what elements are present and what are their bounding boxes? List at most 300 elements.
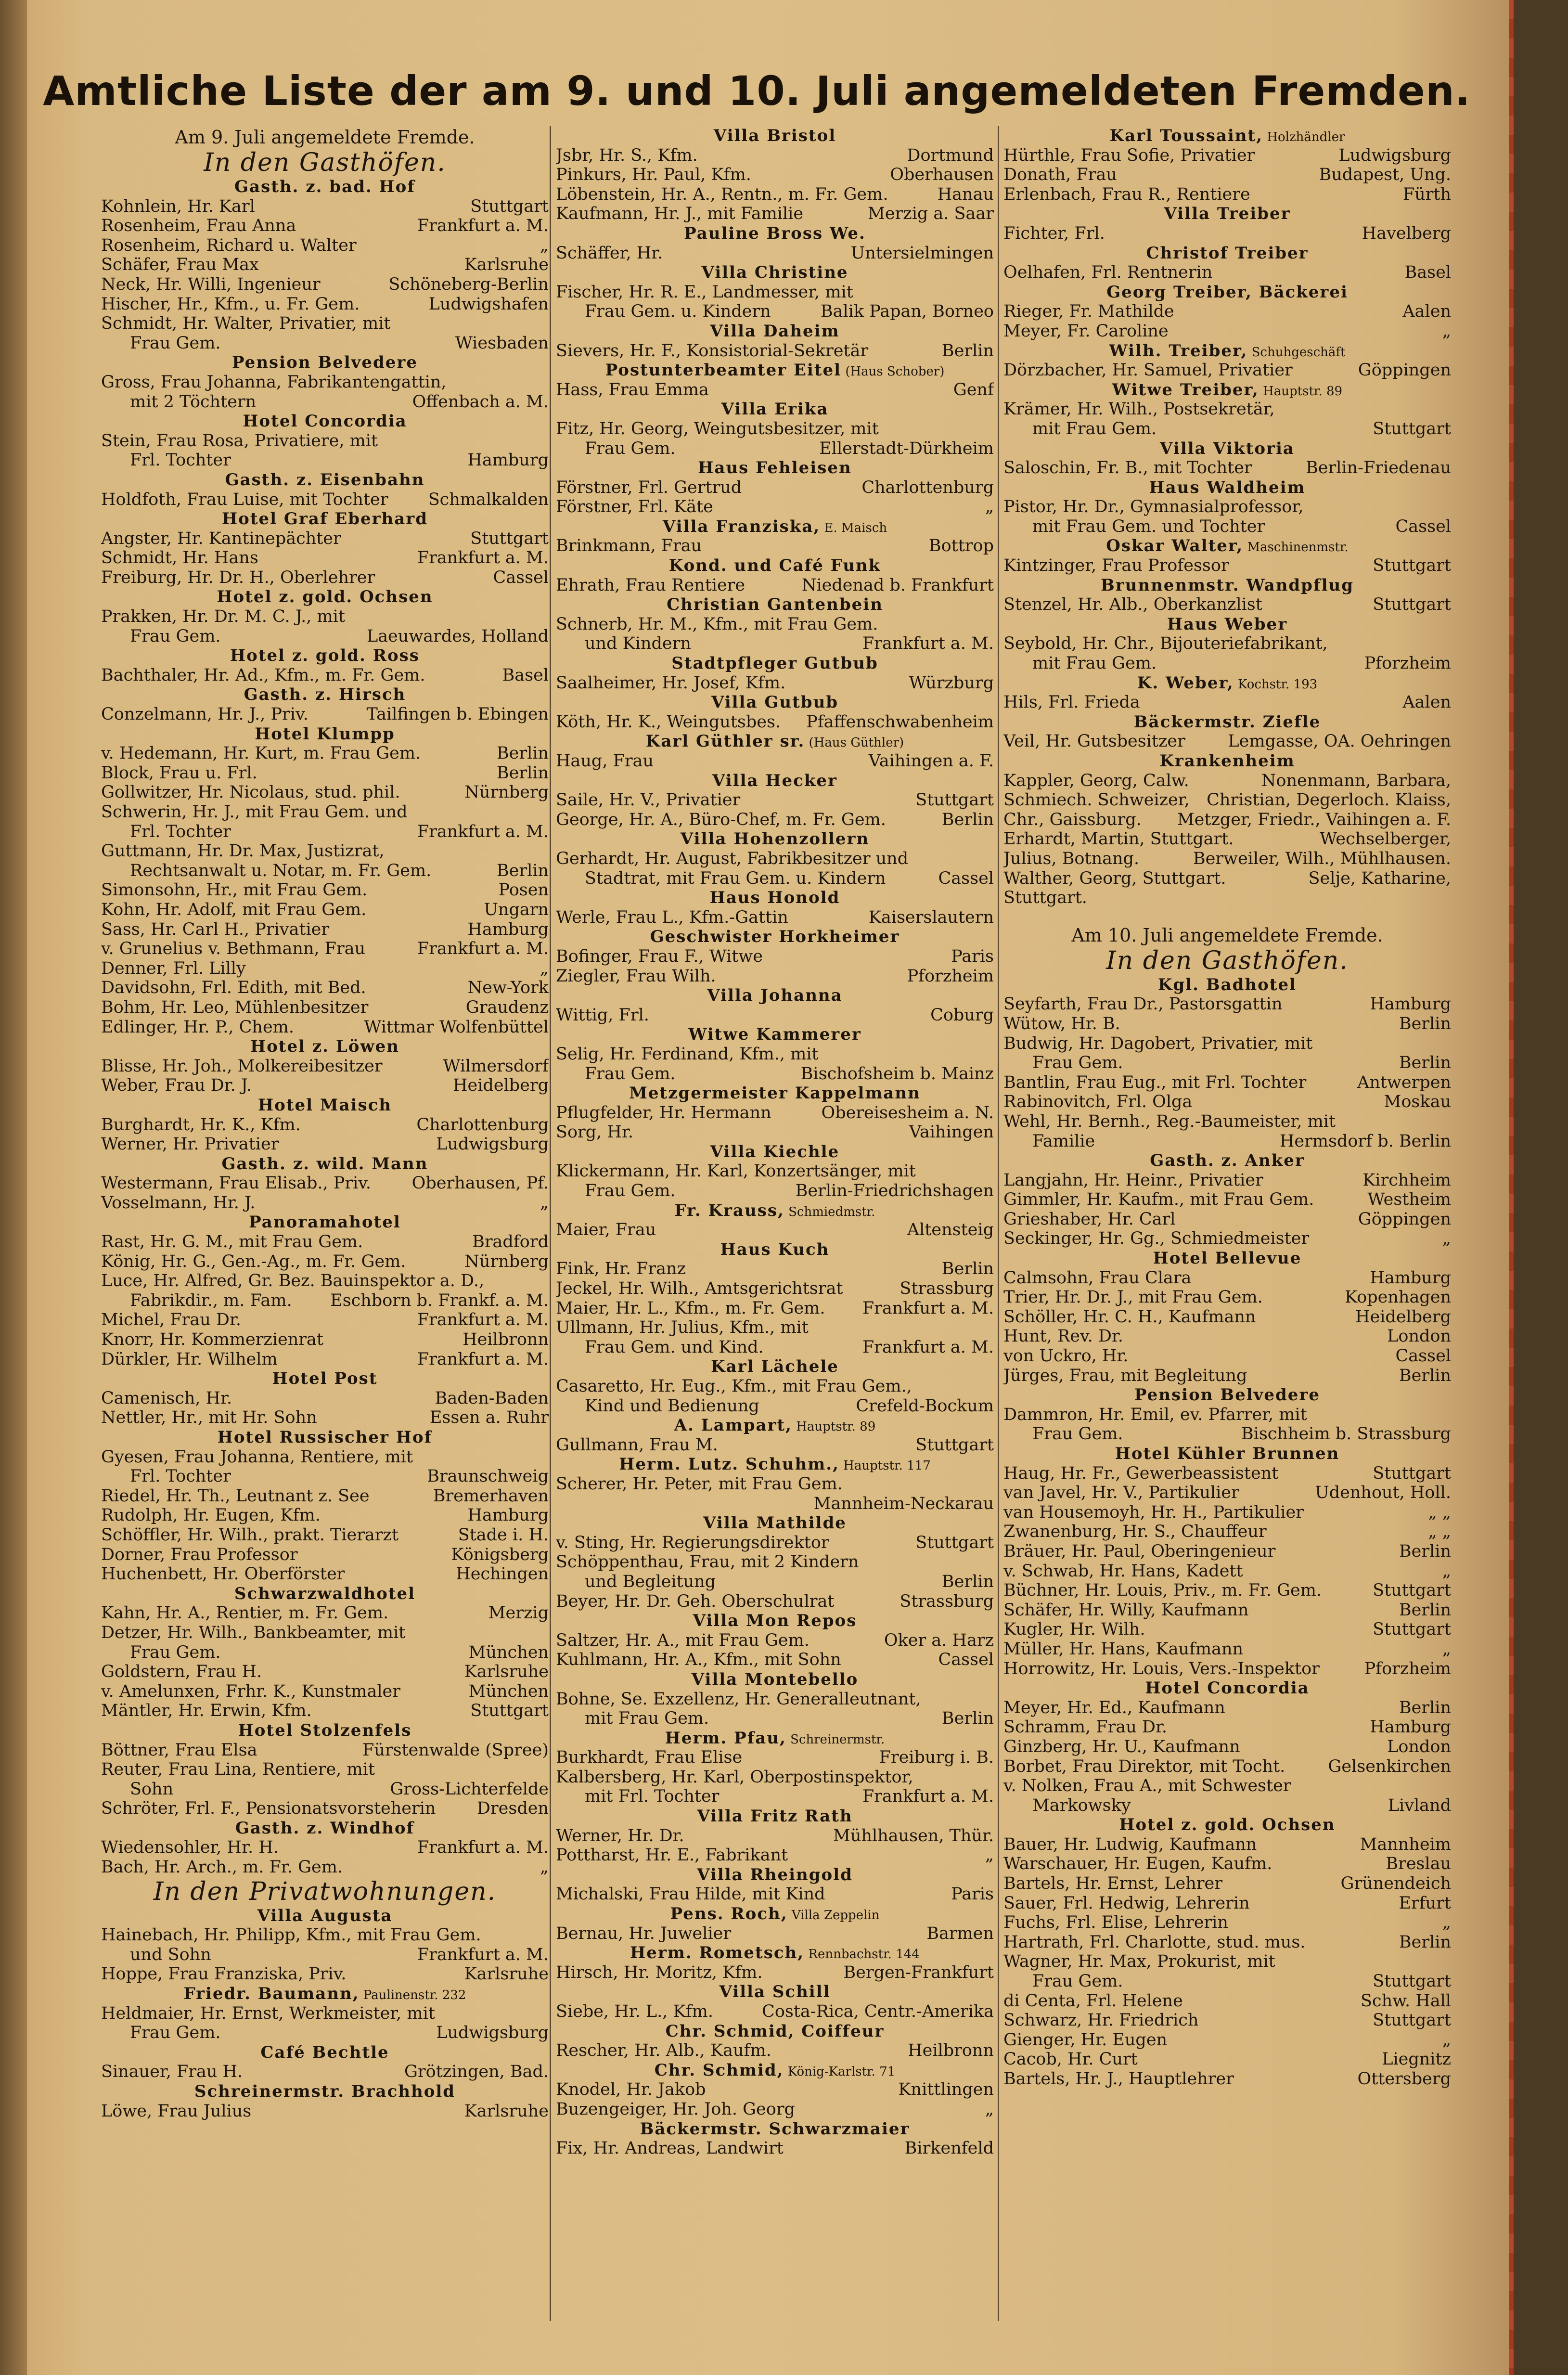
guest-origin: Basel <box>1404 263 1451 283</box>
lodging-name: Pension Belvedere <box>232 353 418 373</box>
lodging-heading <box>556 986 994 1006</box>
guest-name: Langjahn, Hr. Heinr., Privatier <box>1003 1170 1263 1190</box>
guest-origin: „ <box>540 958 549 978</box>
guest-entry <box>101 998 549 1018</box>
guest-name: Knodel, Hr. Jakob <box>556 2080 706 2100</box>
guest-origin: Hamburg <box>467 1506 549 1525</box>
guest-name: Frau Gem. u. Kindern <box>585 302 771 322</box>
guest-origin: München <box>468 1681 549 1701</box>
guest-name: Schmidt, Hr. Hans <box>101 548 258 568</box>
guest-entry <box>1003 1053 1451 1073</box>
guest-entry <box>101 1408 549 1428</box>
guest-entry <box>556 1963 994 1983</box>
guest-name: Pistor, Hr. Dr., Gymnasialprofessor, <box>1003 497 1304 517</box>
lodging-heading <box>1003 1815 1451 1835</box>
guest-entry <box>1003 1288 1451 1307</box>
guest-origin: Mühlhausen, Thür. <box>833 1826 994 1846</box>
guest-name: Saloschin, Fr. B., mit Tochter <box>1003 458 1252 478</box>
guest-entry <box>101 255 549 275</box>
guest-entry <box>556 2080 994 2100</box>
guest-name: Vosselmann, Hr. J. <box>101 1193 256 1213</box>
guest-name: Stein, Frau Rosa, Privatiere, mit <box>101 431 378 451</box>
guest-entry <box>101 1682 549 1702</box>
guest-name: Dammron, Hr. Emil, ev. Pfarrer, mit <box>1003 1405 1307 1424</box>
lodging-name: Villa Montebello <box>691 1669 859 1689</box>
guest-entry <box>1003 322 1451 341</box>
guest-origin: „ <box>1442 2030 1451 2050</box>
guest-entry <box>101 568 549 588</box>
lodging-heading <box>556 1513 994 1533</box>
lodging-heading <box>101 1037 549 1057</box>
guest-name: und Sohn <box>130 1945 211 1964</box>
lodging-heading <box>1003 126 1451 146</box>
guest-name: Julius, Botnang. <box>1003 849 1140 868</box>
guest-name: Hainebach, Hr. Philipp, Kfm., mit Frau Gem. <box>101 1925 481 1945</box>
guest-origin: Hamburg <box>1370 1717 1451 1737</box>
lodging-heading <box>556 1729 994 1748</box>
guest-entry <box>101 490 549 510</box>
guest-entry <box>556 1396 994 1416</box>
lodging-name: Schreinermstr. Brachhold <box>194 2082 456 2101</box>
guest-name: Dürkler, Hr. Wilhelm <box>101 1349 278 1369</box>
guest-entry <box>101 1603 549 1623</box>
guest-entry <box>556 2002 994 2022</box>
guest-origin: Ellerstadt-Dürkheim <box>819 439 994 458</box>
guest-name: Maier, Frau <box>556 1220 656 1240</box>
guest-name: v. Grunelius v. Bethmann, Frau <box>101 939 366 959</box>
guest-name: Conzelmann, Hr. J., Priv. <box>101 705 308 724</box>
guest-entry <box>101 1076 549 1096</box>
guest-name: Hartrath, Frl. Charlotte, stud. mus. <box>1003 1932 1306 1952</box>
guest-entry <box>101 822 549 842</box>
guest-name: Schröter, Frl. F., Pensionatsvorsteherin <box>101 1799 436 1819</box>
column-divider <box>550 126 551 2321</box>
guest-origin: Graudenz <box>465 997 549 1017</box>
guest-entry <box>101 666 549 685</box>
lodging-name: Karl Lächele <box>711 1357 839 1377</box>
guest-entry <box>556 419 994 439</box>
guest-origin: Livland <box>1388 1795 1451 1815</box>
guest-origin: Metzger, Friedr., Vaihingen a. F. <box>1177 810 1451 829</box>
guest-name: Familie <box>1032 1131 1095 1151</box>
guest-entry <box>1003 1405 1451 1425</box>
guest-entry <box>556 146 994 166</box>
guest-entry <box>556 1924 994 1944</box>
guest-name: Trier, Hr. Dr. J., mit Frau Gem. <box>1003 1288 1263 1307</box>
guest-entry <box>1003 1835 1451 1855</box>
guest-entry <box>101 1291 549 1311</box>
guest-name: Frau Gem. <box>130 626 221 646</box>
guest-name: Meyer, Fr. Caroline <box>1003 321 1169 341</box>
guest-entry <box>556 1768 994 1787</box>
lodging-name: Café Bechtle <box>260 2042 389 2062</box>
lodging-heading <box>1003 576 1451 595</box>
guest-name: Kintzinger, Frau Professor <box>1003 556 1229 576</box>
guest-entry <box>556 1318 994 1338</box>
guest-name: Kaufmann, Hr. J., mit Familie <box>556 204 804 224</box>
guest-name: Erlenbach, Frau R., Rentiere <box>1003 184 1250 204</box>
guest-origin: Pforzheim <box>1364 1659 1451 1678</box>
lodging-name: Gasth. z. Eisenbahn <box>225 470 425 490</box>
lodging-note: Kochstr. 193 <box>1234 677 1318 692</box>
lodging-name: Herm. Rometsch, <box>630 1943 805 1963</box>
guest-name: Hoppe, Frau Franziska, Priv. <box>101 1964 347 1984</box>
guest-entry <box>556 1494 994 1514</box>
guest-entry <box>1003 1757 1451 1777</box>
lodging-heading <box>101 646 549 666</box>
guest-name: Knorr, Hr. Kommerzienrat <box>101 1330 323 1350</box>
guest-name: Schmiech. Schweizer, <box>1003 790 1190 810</box>
guest-entry <box>556 790 994 810</box>
guest-name: Bofinger, Frau F., Witwe <box>556 946 763 966</box>
guest-name: Mäntler, Hr. Erwin, Kfm. <box>101 1701 312 1721</box>
guest-entry <box>556 1533 994 1553</box>
guest-origin: Bradford <box>472 1232 549 1252</box>
guest-entry <box>101 920 549 940</box>
guest-entry <box>101 1545 549 1565</box>
guest-origin: Tailfingen b. Ebingen <box>366 705 549 724</box>
lodging-name: Hotel Stolzenfels <box>238 1720 412 1740</box>
guest-entry <box>556 1787 994 1807</box>
lodging-name: Villa Mathilde <box>703 1513 847 1533</box>
guest-name: Schäfer, Hr. Willy, Kaufmann <box>1003 1600 1249 1620</box>
guest-entry <box>1003 1522 1451 1542</box>
guest-entry <box>101 1350 549 1369</box>
guest-entry <box>1003 1366 1451 1386</box>
guest-entry <box>556 1826 994 1846</box>
lodging-name: Villa Schill <box>719 1982 831 2002</box>
guest-name: Schwarz, Hr. Friedrich <box>1003 2011 1199 2030</box>
guest-origin: Christian, Degerloch. Klaiss, <box>1207 790 1451 810</box>
guest-name: Hirsch, Hr. Moritz, Kfm. <box>556 1962 763 1982</box>
guest-origin: Heilbronn <box>463 1330 549 1350</box>
guest-name: Rieger, Fr. Mathilde <box>1003 302 1174 322</box>
guest-origin: Berlin <box>496 861 549 880</box>
guest-name: Pflugfelder, Hr. Hermann <box>556 1103 771 1123</box>
lodging-heading <box>556 517 994 537</box>
guest-origin: Wittmar Wolfenbüttel <box>364 1017 549 1037</box>
guest-entry <box>101 216 549 236</box>
guest-entry <box>101 314 549 334</box>
guest-origin: Knittlingen <box>898 2080 994 2100</box>
guest-entry <box>101 705 549 724</box>
guest-name: Klickermann, Hr. Karl, Konzertsänger, mit <box>556 1162 916 1181</box>
guest-name: Bachthaler, Hr. Ad., Kfm., m. Fr. Gem. <box>101 665 425 685</box>
guest-name: Löbenstein, Hr. A., Rentn., m. Fr. Gem. <box>556 184 888 204</box>
guest-name: Fitz, Hr. Georg, Weingutsbesitzer, mit <box>556 419 879 439</box>
guest-name: Fuchs, Frl. Elise, Lehrerin <box>1003 1913 1228 1933</box>
guest-origin: Offenbach a. M. <box>412 392 549 412</box>
lodging-note: Schreinermstr. <box>786 1732 885 1747</box>
guest-entry <box>1003 1991 1451 2011</box>
guest-origin: Frankfurt a. M. <box>417 216 549 236</box>
guest-entry <box>101 1662 549 1682</box>
guest-name: Hils, Frl. Frieda <box>1003 693 1140 712</box>
guest-origin: „ <box>1442 1229 1451 1249</box>
guest-name: Erhardt, Martin, Stuttgart. <box>1003 829 1234 849</box>
guest-entry <box>101 1115 549 1135</box>
lodging-heading <box>556 595 994 615</box>
guest-name: Warschauer, Hr. Eugen, Kaufm. <box>1003 1854 1272 1874</box>
guest-entry <box>1003 1776 1451 1796</box>
guest-origin: Frankfurt a. M. <box>417 939 549 959</box>
guest-entry <box>1003 1620 1451 1639</box>
lodging-name: Georg Treiber, Bäckerei <box>1106 282 1348 302</box>
guest-name: Pottharst, Hr. E., Fabrikant <box>556 1846 788 1865</box>
guest-entry <box>556 497 994 517</box>
lodging-heading <box>556 1865 994 1885</box>
guest-name: Stadtrat, mit Frau Gem. u. Kindern <box>585 868 886 888</box>
guest-entry <box>1003 556 1451 576</box>
guest-entry <box>1003 1171 1451 1190</box>
lodging-heading <box>1003 439 1451 459</box>
guest-origin: Nürnberg <box>464 1252 549 1271</box>
guest-origin: Ludwigsburg <box>1338 145 1451 165</box>
guest-name: Müller, Hr. Hans, Kaufmann <box>1003 1639 1244 1659</box>
lodging-heading <box>1003 1151 1451 1171</box>
guest-entry <box>1003 1601 1451 1620</box>
lodging-name: Karl Güthler sr. <box>645 732 805 751</box>
guest-name: Maier, Hr. L., Kfm., m. Fr. Gem. <box>556 1298 825 1318</box>
guest-name: Fix, Hr. Andreas, Landwirt <box>556 2139 784 2158</box>
lodging-heading <box>1003 244 1451 263</box>
section-heading: In den Gasthöfen. <box>1106 946 1349 975</box>
guest-entry <box>101 802 549 822</box>
guest-origin: Erfurt <box>1399 1893 1451 1913</box>
lodging-note: Hauptstr. 89 <box>792 1420 876 1434</box>
guest-name: Bauer, Hr. Ludwig, Kaufmann <box>1003 1834 1257 1854</box>
guest-origin: Berlin-Friedenau <box>1306 458 1451 478</box>
lodging-heading <box>101 1154 549 1174</box>
guest-entry <box>556 1377 994 1396</box>
guest-origin: „ <box>540 1193 549 1213</box>
lodging-name: Haus Kuch <box>720 1239 830 1259</box>
guest-entry <box>101 1643 549 1663</box>
guest-entry <box>101 1525 549 1545</box>
lodging-name: Villa Erika <box>721 400 829 419</box>
guest-entry <box>556 1435 994 1455</box>
lodging-name: Hotel z. Löwen <box>250 1037 400 1057</box>
guest-origin: Breslau <box>1386 1854 1451 1874</box>
lodging-heading <box>556 693 994 712</box>
lodging-note: Rennbachstr. 144 <box>804 1947 920 1962</box>
lodging-name: Hotel Maisch <box>257 1095 392 1115</box>
guest-origin: Berlin <box>1399 1932 1451 1952</box>
guest-origin: Frankfurt a. M. <box>862 1787 994 1807</box>
guest-name: Schöppenthau, Frau, mit 2 Kindern <box>556 1552 859 1572</box>
guest-origin: Baden-Baden <box>435 1388 549 1408</box>
guest-origin: London <box>1387 1327 1451 1346</box>
guest-origin: Mannheim <box>1360 1834 1451 1854</box>
guest-origin: Hamburg <box>467 919 549 939</box>
section-heading: In den Gasthöfen. <box>204 148 446 177</box>
lodging-name: Hotel Concordia <box>243 412 407 431</box>
guest-origin: Braunschweig <box>427 1467 549 1486</box>
guest-name: mit Frau Gem. <box>1032 419 1157 439</box>
guest-name: Sass, Hr. Carl H., Privatier <box>101 919 330 939</box>
lodging-heading <box>101 177 549 197</box>
lodging-heading <box>101 724 549 744</box>
lodging-note: Schmiedmstr. <box>784 1204 875 1219</box>
guest-name: Frau Gem. und Kind. <box>585 1337 764 1357</box>
guest-entry <box>101 1858 549 1877</box>
lodging-name: Hotel Kühler Brunnen <box>1115 1444 1340 1463</box>
guest-entry <box>101 1330 549 1350</box>
guest-entry <box>101 1447 549 1467</box>
guest-entry <box>556 244 994 263</box>
guest-entry <box>1003 497 1451 517</box>
guest-origin: Obereisesheim a. N. <box>821 1103 994 1123</box>
lodging-name: Haus Fehleisen <box>698 458 852 478</box>
guest-entry <box>101 744 549 763</box>
guest-origin: Untersielmingen <box>850 243 994 263</box>
guest-origin: Genf <box>953 380 994 400</box>
guest-entry <box>556 1338 994 1357</box>
guest-origin: „ <box>1442 1561 1451 1581</box>
guest-origin: Frankfurt a. M. <box>862 1298 994 1318</box>
guest-name: Fichter, Frl. <box>1003 223 1105 243</box>
guest-origin: Gelsenkirchen <box>1328 1756 1451 1776</box>
lodging-name: Gasth. z. wild. Mann <box>221 1154 428 1174</box>
guest-name: van Housemoyh, Hr. H., Partikulier <box>1003 1502 1304 1522</box>
guest-name: v. Amelunxen, Frhr. K., Kunstmaler <box>101 1681 400 1701</box>
lodging-name: Chr. Schmid, <box>654 2060 784 2080</box>
lodging-name: Villa Treiber <box>1164 204 1291 224</box>
guest-origin: Berlin <box>496 763 549 783</box>
guest-origin: Oker a. Harz <box>884 1630 994 1650</box>
guest-name: Gimmler, Hr. Kaufm., mit Frau Gem. <box>1003 1190 1314 1210</box>
lodging-heading <box>1003 478 1451 498</box>
lodging-name: Oskar Walter, <box>1106 536 1244 556</box>
guest-name: Wittig, Frl. <box>556 1005 649 1025</box>
lodging-heading <box>1003 615 1451 634</box>
guest-entry <box>556 712 994 732</box>
lodging-name: Pension Belvedere <box>1134 1385 1320 1405</box>
guest-entry <box>1003 1229 1451 1249</box>
guest-entry <box>556 478 994 498</box>
guest-name: Rosenheim, Richard u. Walter <box>101 235 357 255</box>
guest-entry <box>1003 994 1451 1014</box>
guest-origin: Berlin <box>1399 1014 1451 1033</box>
column-divider <box>998 126 999 2321</box>
guest-entry <box>1003 1503 1451 1523</box>
lodging-heading <box>1003 204 1451 224</box>
guest-origin: Strassburg <box>900 1279 994 1299</box>
lodging-note: (Haus Güthler) <box>805 736 904 750</box>
guest-entry <box>556 1220 994 1240</box>
guest-origin: Bottrop <box>928 536 994 556</box>
guest-entry <box>556 1259 994 1279</box>
guest-name: Kohnlein, Hr. Karl <box>101 196 255 216</box>
lodging-heading <box>1003 673 1451 693</box>
lodging-heading <box>556 1416 994 1435</box>
guest-entry <box>101 900 549 920</box>
lodging-name: Gasth. z. Hirsch <box>244 685 406 705</box>
guest-name: Brinkmann, Frau <box>556 536 702 556</box>
guest-entry <box>1003 693 1451 712</box>
guest-origin: Berlin <box>1399 1541 1451 1561</box>
guest-origin: Nürnberg <box>464 783 549 802</box>
lodging-heading <box>101 2043 549 2063</box>
lodging-name: Panoramahotel <box>249 1213 401 1232</box>
guest-origin: Freiburg i. B. <box>879 1748 994 1768</box>
guest-entry <box>1003 1913 1451 1933</box>
lodging-name: Kgl. Badhotel <box>1157 975 1297 994</box>
guest-entry <box>101 1467 549 1486</box>
guest-entry <box>101 548 549 568</box>
guest-origin: New-York <box>467 978 549 998</box>
lodging-heading <box>556 361 994 380</box>
date-heading: Am 10. Juli angemeldete Fremde. <box>1071 924 1383 946</box>
guest-entry <box>1003 361 1451 380</box>
guest-entry <box>556 2100 994 2119</box>
guest-name: König, Hr. G., Gen.-Ag., m. Fr. Gem. <box>101 1252 406 1271</box>
guest-name: Haug, Frau <box>556 751 654 771</box>
guest-entry <box>556 1709 994 1729</box>
lodging-note: Schuhgeschäft <box>1247 345 1346 360</box>
guest-name: Gienger, Hr. Eugen <box>1003 2030 1168 2050</box>
guest-origin: Pforzheim <box>1364 654 1451 673</box>
guest-origin: Heidelberg <box>1355 1307 1451 1327</box>
guest-entry <box>1003 400 1451 419</box>
lodging-name: Haus Weber <box>1167 614 1288 634</box>
guest-origin: Wechselberger, <box>1320 829 1451 849</box>
guest-entry <box>101 1271 549 1291</box>
guest-origin: Berlin <box>941 1259 994 1279</box>
guest-entry <box>101 783 549 802</box>
guest-name: Frau Gem. <box>585 1064 676 1084</box>
lodging-name: A. Lampart, <box>674 1416 792 1435</box>
guest-name: Rudolph, Hr. Eugen, Kfm. <box>101 1506 321 1525</box>
guest-origin: Pfaffenschwabenheim <box>806 712 994 732</box>
guest-entry <box>556 341 994 361</box>
guest-entry <box>101 1018 549 1037</box>
guest-name: Büchner, Hr. Louis, Priv., m. Fr. Gem. <box>1003 1581 1322 1601</box>
guest-name: Kappler, Georg, Calw. <box>1003 771 1189 790</box>
spacer <box>1003 908 1451 924</box>
lodging-heading <box>101 1584 549 1604</box>
guest-entry <box>556 1103 994 1123</box>
lodging-heading <box>101 1096 549 1115</box>
lodging-note: E. Maisch <box>820 520 887 535</box>
guest-entry <box>556 908 994 928</box>
lodging-heading <box>556 732 994 751</box>
guest-name: George, Hr. A., Büro-Chef, m. Fr. Gem. <box>556 810 886 829</box>
guest-entry <box>1003 1464 1451 1484</box>
lodging-heading <box>556 1807 994 1826</box>
guest-origin: Stuttgart <box>915 790 994 810</box>
lodging-heading <box>101 1369 549 1389</box>
guest-origin: „ „ <box>1428 1502 1451 1522</box>
guest-name: Wehl, Hr. Bernh., Reg.-Baumeister, mit <box>1003 1111 1336 1131</box>
guest-entry <box>556 165 994 185</box>
guest-name: Jsbr, Hr. S., Kfm. <box>556 145 698 165</box>
lodging-heading <box>1003 536 1451 556</box>
guest-name: v. Sting, Hr. Regierungsdirektor <box>556 1533 829 1552</box>
guest-name: Bräuer, Hr. Paul, Oberingenieur <box>1003 1541 1276 1561</box>
lodging-heading <box>556 829 994 849</box>
lodging-name: Kond. und Café Funk <box>668 556 881 576</box>
lodging-name: Brunnenmstr. Wandpflug <box>1100 575 1354 595</box>
guest-entry <box>556 673 994 693</box>
guest-name: Angster, Hr. Kantinepächter <box>101 529 341 548</box>
guest-name: Bantlin, Frau Eug., mit Frl. Tochter <box>1003 1072 1307 1092</box>
lodging-name: Herm. Pfau, <box>665 1728 786 1748</box>
guest-name: Holdfoth, Frau Luise, mit Tochter <box>101 490 388 509</box>
guest-entry <box>101 1486 549 1506</box>
guest-name: Kind und Bedienung <box>585 1396 759 1416</box>
guest-name: Frau Gem. <box>1032 1424 1123 1444</box>
